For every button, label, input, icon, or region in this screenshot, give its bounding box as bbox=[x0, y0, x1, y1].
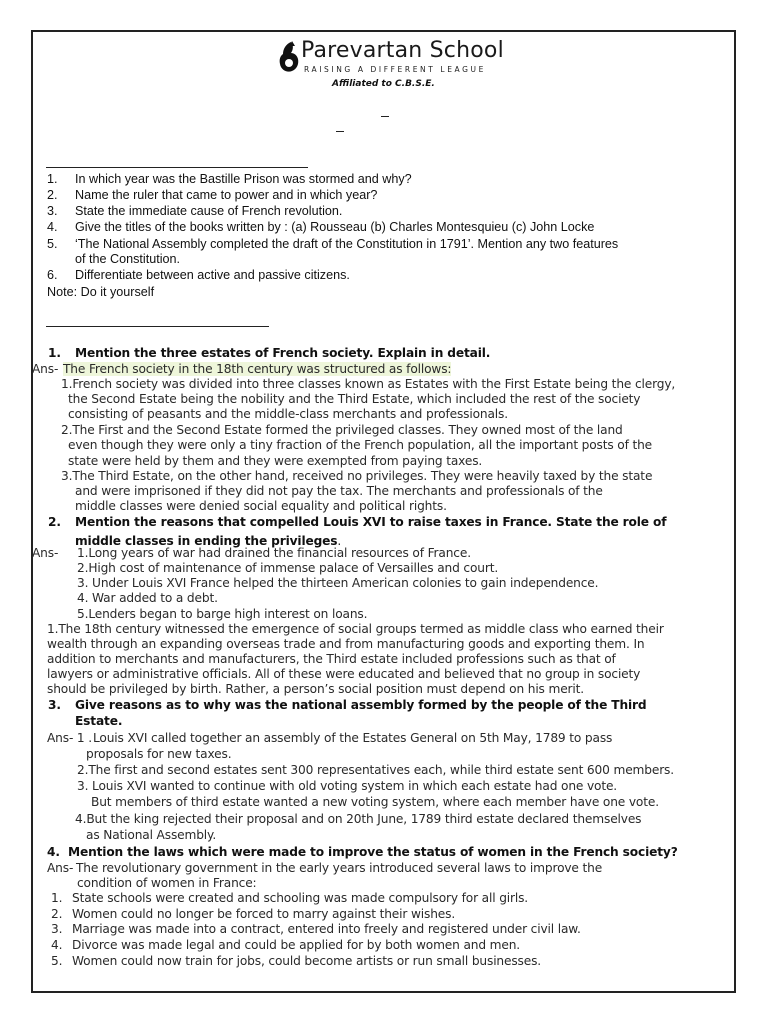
answer-prefix: Ans- bbox=[32, 362, 59, 376]
answer-line: 4. War added to a debt. bbox=[77, 591, 218, 605]
section-rule bbox=[46, 326, 269, 327]
question-number: 4. bbox=[47, 220, 58, 234]
answer-paragraph-line: lawyers or administrative officials. All of these were educated and believed that no group in society bbox=[47, 667, 641, 681]
list-item: Women could no longer be forced to marry against their wishes. bbox=[72, 907, 456, 921]
question-number: 1. bbox=[47, 172, 58, 186]
answer-line: But members of third estate wanted a new voting system, where each member have one vote. bbox=[91, 795, 659, 809]
answer-paragraph-line: wealth through an expanding overseas trade and from manufacturing goods and exporting them. In bbox=[47, 637, 645, 651]
list-number: 1. bbox=[51, 891, 63, 905]
list-item: Divorce was made legal and could be applied for by both women and men. bbox=[72, 938, 521, 952]
answer-line: 3. Under Louis XVI France helped the thirteen American colonies to gain independence. bbox=[77, 576, 599, 590]
answer-line: 4.But the king rejected their proposal and on 20th June, 1789 third estate declared themselves bbox=[75, 812, 642, 826]
question-text: ‘The National Assembly completed the draft of the Constitution in 1791’. Mention any two features bbox=[75, 237, 619, 251]
school-logo-icon bbox=[278, 40, 300, 74]
answer-question-heading: Mention the laws which were made to improve the status of women in the French society? bbox=[68, 845, 678, 859]
question-text: Name the ruler that came to power and in which year? bbox=[75, 188, 378, 202]
answer-line: proposals for new taxes. bbox=[86, 747, 232, 761]
list-item: Marriage was made into a contract, entered into freely and registered under civil law. bbox=[72, 922, 581, 936]
question-number: 6. bbox=[47, 268, 58, 282]
title-dash bbox=[381, 116, 389, 117]
answer-question-heading: Give reasons as to why was the national assembly formed by the people of the Third bbox=[75, 698, 647, 712]
list-item: State schools were created and schooling was made compulsory for all girls. bbox=[72, 891, 529, 905]
answer-line: Louis XVI called together an assembly of the Estates General on 5th May, 1789 to pass bbox=[93, 731, 613, 745]
answer-intro: The French society in the 18th century was structured as follows: bbox=[63, 362, 452, 376]
answer-line: 3.The Third Estate, on the other hand, received no privileges. They were heavily taxed by the state bbox=[61, 469, 653, 483]
answer-line: and were imprisoned if they did not pay the tax. The merchants and professionals of the bbox=[75, 484, 603, 498]
answer-line: 3. Louis XVI wanted to continue with old voting system in which each estate had one vote. bbox=[77, 779, 618, 793]
answer-prefix: Ans- bbox=[32, 546, 59, 560]
answer-question-number: 3. bbox=[48, 698, 61, 712]
title-dash bbox=[336, 131, 344, 132]
answer-paragraph-line: should be privileged by birth. Rather, a person’s social position must depend on his merit. bbox=[47, 682, 585, 696]
section-rule bbox=[46, 167, 308, 168]
question-text: Give the titles of the books written by : (a) Rousseau (b) Charles Montesquieu (c) John Locke bbox=[75, 220, 595, 234]
question-text: State the immediate cause of French revolution. bbox=[75, 204, 343, 218]
answer-line: 2.High cost of maintenance of immense palace of Versailles and court. bbox=[77, 561, 499, 575]
list-item: Women could now train for jobs, could become artists or run small businesses. bbox=[72, 954, 542, 968]
question-number: 3. bbox=[47, 204, 58, 218]
answer-line: 1.French society was divided into three classes known as Estates with the First Estate being the clergy, bbox=[61, 377, 676, 391]
answer-line: as National Assembly. bbox=[86, 828, 217, 842]
answer-line: state were held by them and they were exempted from paying taxes. bbox=[68, 454, 483, 468]
answer-line: even though they were only a tiny fraction of the French population, all the important posts of the bbox=[68, 438, 653, 452]
answer-question-heading-continued: Estate. bbox=[75, 714, 123, 728]
answer-line: middle classes were denied social equality and political rights. bbox=[75, 499, 447, 513]
question-number: 2. bbox=[47, 188, 58, 202]
answer-line: 2.The First and the Second Estate formed the privileged classes. They owned most of the land bbox=[61, 423, 623, 437]
answer-paragraph-line: addition to merchants and manufacturers, the Third estate included professions such as that of bbox=[47, 652, 616, 666]
answer-question-heading-continued: middle classes in ending the privileges bbox=[75, 534, 338, 548]
answer-question-heading: Mention the three estates of French society. Explain in detail. bbox=[75, 346, 491, 360]
answer-question-number: 4. bbox=[47, 845, 60, 859]
answer-line: the Second Estate being the nobility and the Third Estate, which included the rest of the society bbox=[68, 392, 641, 406]
school-tagline: RAISING A DIFFERENT LEAGUE bbox=[304, 65, 486, 74]
answer-question-number: 2. bbox=[48, 515, 61, 529]
heading-period: . bbox=[337, 534, 342, 548]
question-text: Differentiate between active and passive citizens. bbox=[75, 268, 350, 282]
affiliation-text: Affiliated to C.B.S.E. bbox=[332, 79, 435, 89]
answer-paragraph-line: 1.The 18th century witnessed the emergence of social groups termed as middle class who earned their bbox=[47, 622, 664, 636]
question-text-continued: of the Constitution. bbox=[75, 252, 181, 266]
question-number: 5. bbox=[47, 237, 58, 251]
list-number: 5. bbox=[51, 954, 63, 968]
answer-line: 5.Lenders began to barge high interest on loans. bbox=[77, 607, 368, 621]
answer-prefix: Ans- 1 . bbox=[47, 731, 92, 745]
answer-intro-continued: condition of women in France: bbox=[77, 876, 257, 890]
list-number: 4. bbox=[51, 938, 63, 952]
list-number: 2. bbox=[51, 907, 63, 921]
answer-line: consisting of peasants and the middle-class merchants and professionals. bbox=[68, 407, 508, 421]
school-name: Parevartan School bbox=[301, 38, 504, 63]
list-number: 3. bbox=[51, 922, 63, 936]
answer-line: 2.The first and second estates sent 300 representatives each, while third estate sent 600 members. bbox=[77, 763, 674, 777]
question-text: In which year was the Bastille Prison was stormed and why? bbox=[75, 172, 412, 186]
answer-question-number: 1. bbox=[48, 346, 61, 360]
answer-line: 1.Long years of war had drained the financial resources of France. bbox=[77, 546, 471, 560]
answer-question-heading: Mention the reasons that compelled Louis XVI to raise taxes in France. State the role of bbox=[75, 515, 667, 529]
answer-intro: The revolutionary government in the early years introduced several laws to improve the bbox=[76, 861, 603, 875]
note-text: Note: Do it yourself bbox=[47, 285, 155, 299]
answer-prefix: Ans- bbox=[47, 861, 74, 875]
